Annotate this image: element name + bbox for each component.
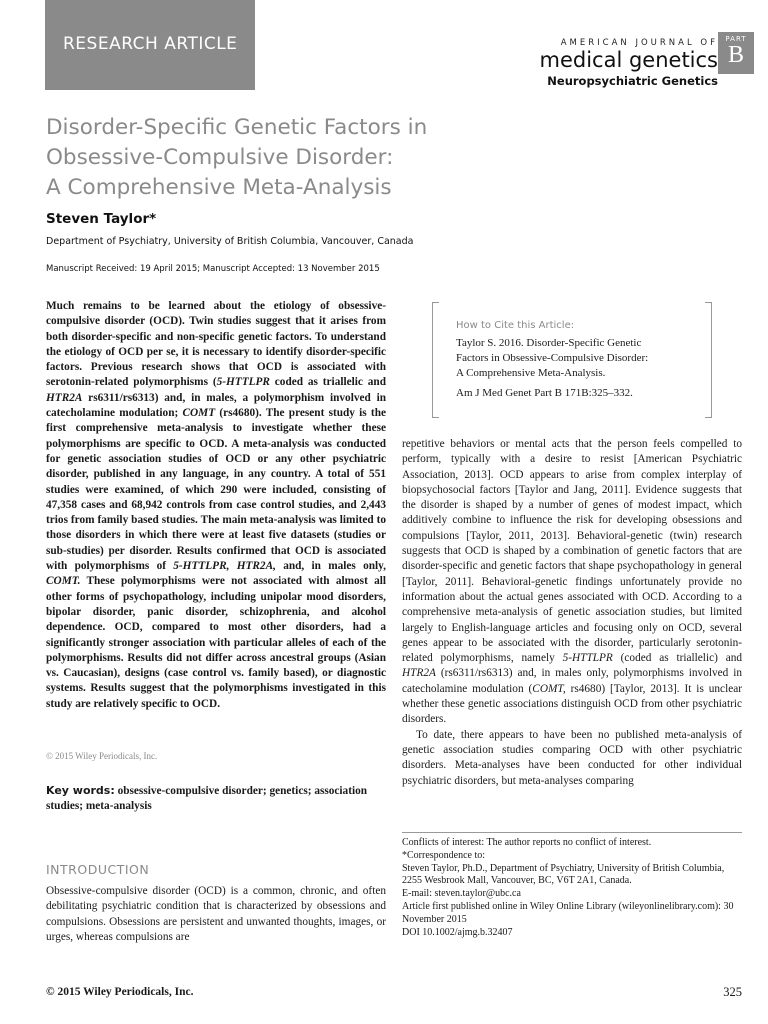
introduction-text: Obsessive-compulsive disorder (OCD) is a common, chronic, and often debilitating psychiatric condition that is characterized by obsessions and compulsions. Obsessions are persistent and unwanted thoughts, images, or urges, whereas compulsions are [46,885,386,943]
title-line: Obsessive-Compulsive Disorder: [46,145,394,170]
article-type-label: RESEARCH ARTICLE [63,34,238,54]
footnote-doi: DOI 10.1002/ajmg.b.32407 [402,926,513,938]
citation-line: Am J Med Genet Part B 171B:325–332. [456,387,633,399]
manuscript-dates: Manuscript Received: 19 April 2015; Manuscript Accepted: 13 November 2015 [46,264,380,274]
citation-line: Taylor S. 2016. Disorder-Specific Genetic [456,337,642,349]
journal-name: medical genetics [539,48,718,72]
article-title [46,113,606,203]
abstract-text: Much remains to be learned about the etiology of obsessive-compulsive disorder (OCD). Twin studies suggest that it arises from both disorder-specific and non-specific genetic factors. To understand the etiology of OCD per se, it is necessary to identify disorder-specific factors. Previous research shows that OCD is associated with serotonin-related polymorphisms ( [46,300,386,389]
footnotes [402,832,742,939]
gene-name: COMT [182,407,216,420]
citation-bracket-right [705,302,712,418]
abstract-text: coded as triallelic and [269,376,386,389]
part-letter: B [727,42,744,68]
footer-copyright: © 2015 Wiley Periodicals, Inc. [46,986,194,998]
abstract-text: (rs4680). The present study is the first comprehensive meta-analysis to investigate whether these polymorphisms are specific to OCD. A meta-analysis was conducted for genetic association studies of OCD or any other psychiatric disorder, published in any language, in any country. A total of 551 studies were examined, of which 290 were included, consisting of 47,358 cases and 68,942 controls from case control studies, and 2,443 trios from family based studies. The main meta-analysis was limited to those disorders in which there were at least five datasets (studies or sub-studies) per disorder. Results confirmed that OCD is associated with polymorphisms of [46,407,386,573]
footnote: Steven Taylor, Ph.D., Department of Psychiatry, University of British Columbia, 2255 Wesbrook Mall, Vancouver, BC, V6T 2A1, Canada. [402,862,725,887]
footnote: Conflicts of interest: The author reports no conflict of interest. [402,837,652,848]
part-label: PART [725,35,747,43]
keywords-text: obsessive-compulsive disorder; genetics; association studies; meta-analysis [46,785,368,812]
citation-box [432,302,712,416]
author-name: Steven Taylor* [46,211,157,227]
abstract-text: and, in males only, [275,560,386,573]
journal-section: Neuropsychiatric Genetics [547,74,718,88]
citation-line: Factors in Obsessive-Compulsive Disorder: [456,352,649,364]
gene-name: HTR2A [402,667,436,680]
gene-name: 5-HTTLPR [216,376,270,389]
body-text: (rs6311/rs6313) and, in males only, polymorphisms involved in catecholamine modulation ( [402,667,742,695]
body-paragraph: To date, there appears to have been no published meta-analysis of genetic association studies comparing OCD with other psychiatric disorders. Meta-analyses have been conducted for other individual psychiatric disorders, but meta-analyses comparing [402,728,742,787]
body-text: (coded as triallelic) and [612,652,743,665]
citation-bracket-left [432,302,439,418]
page-number: 325 [723,985,742,999]
body-text-column [402,437,742,800]
gene-name: HTR2A [46,391,83,404]
footnote-email: E-mail: steven.taylor@ubc.ca [402,888,521,900]
part-badge [718,32,754,74]
title-line: Disorder-Specific Genetic Factors in [46,115,428,140]
footnote: *Correspondence to: [402,849,486,861]
abstract-copyright: © 2015 Wiley Periodicals, Inc. [46,751,158,761]
abstract-text: These polymorphisms were not associated with almost all other forms of psychopathology, including unipolar mood disorders, bipolar disorder, panic disorder, schizophrenia, and alcohol dependence. OCD, compared to most other disorders, had a significantly stronger association with particular alleles of each of the polymorphisms. Results did not differ across ancestral groups (Asian vs. Caucasian), designs (case control vs. family based), or diagnostic systems. Results suggest that the polymorphisms investigated in this study are relatively specific to OCD. [46,575,386,710]
keywords-label: Key words: [46,784,115,797]
gene-name: 5-HTTLPR [562,652,613,665]
title-line: A Comprehensive Meta-Analysis [46,175,392,200]
journal-masthead [540,38,719,88]
abstract-text: rs6311/rs6313) and, in males, a polymorphism involved in catecholamine modulation; [46,391,386,420]
introduction-heading: INTRODUCTION [46,862,150,877]
gene-name: COMT. [46,575,81,588]
journal-top-line: AMERICAN JOURNAL OF [560,38,718,48]
author-affiliation: Department of Psychiatry, University of British Columbia, Vancouver, Canada [46,236,414,247]
gene-name: COMT, [532,682,566,695]
body-text: repetitive behaviors or mental acts that the person feels compelled to perform, typically with a desire to resist [American Psychiatric Association, 2013]. OCD appears to arise from complex interplay of biopsychosocial factors [Taylor and Jang, 2011]. Evidence suggests that the disorder is shaped by a number of genes of modest impact, which additively combine to influence the risk for developing obsessions and compulsions [Taylor, 2011, 2013]. Behavioral-genetic (twin) research suggests that OCD is shaped by a combination of genetic factors that are disorder-specific and genetic factors that shape psychopathology in general [Taylor, 2011]. Behavioral-genetic findings unfortunately provide no information about the actual genes associated with OCD. According to a comprehensive meta-analysis of genetic association studies, but limited largely to English-language articles and focusing only on OCD, several genes appear to be associated with the disorder, particularly serotonin-related polymorphisms, namely [402,438,742,665]
footnote: Article first published online in Wiley Online Library (wileyonlinelibrary.com): 30 November 2015 [402,900,734,925]
gene-name: 5-HTTLPR, HTR2A, [173,560,276,573]
keywords [46,783,386,814]
body-text: rs4680) [Taylor, 2013]. It is unclear whether these genetic associations distinguish OCD from other psychiatric disorders. [402,682,742,726]
citation-heading: How to Cite this Article: [456,320,575,331]
citation-line: A Comprehensive Meta-Analysis. [456,367,606,379]
article-type-tab [45,0,255,90]
body-paragraph [402,437,742,728]
abstract [46,299,386,712]
